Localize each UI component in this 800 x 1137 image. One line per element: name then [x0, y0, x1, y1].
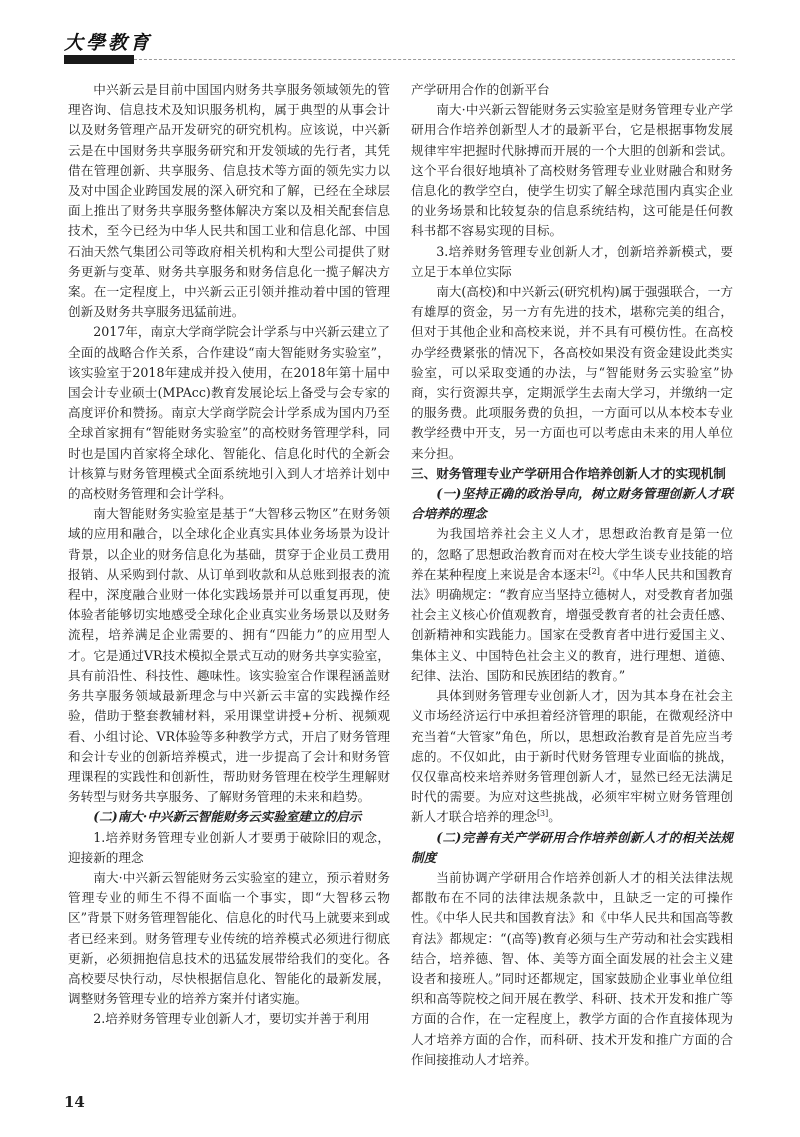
header-rule-bar — [64, 55, 134, 64]
paragraph-text: 产学研用合作的创新平台 — [411, 82, 550, 97]
paragraph — [411, 242, 733, 282]
paragraph-text: 南大(高校)和中兴新云(研究机构)属于强强联合，一方有雄厚的资金，另一方有先进的技术，堪称完美的组合，但对于其他企业和高校来说，并不具有可模仿性。在高校办学经费紧张的情况下，各高校如果没有资金建设此类实验室，可以采取变通的办法，与“智能财务云实验室”协商，实行资源共享，定期派学生去南大学习，并缴纳一定的服务费。此项服务费的负担，一方面可以从本校本专业教学经费中开支，另一方面也可以考虑由未来的用人单位来分担。 — [411, 284, 733, 461]
paragraph-text: 中兴新云是目前中国国内财务共享服务领域领先的管理咨询、信息技术及知识服务机构，属于典型的从事会计以及财务管理产品开发研究的研究机构。应该说，中兴新云是在中国财务共享服务研究和开发领域的先行者，其凭借在管理创新、共享服务、信息技术等方面的领先实力以及对中国企业跨国发展的深入研究和了解，已经在全球层面上推出了财务共享服务整体解决方案以及相关配套信息技术，至今已经为中华人民共和国工业和信息化部、中国石油天然气集团公司等政府相关机构和大型公司提供了财务更新与变革、财务共享服务和财务信息化一揽子解决方案。在一定程度上，中兴新云正引领并推动着中国的管理创新及财务共享服务迅猛前进。 — [68, 82, 390, 320]
paragraph-text: 南大·中兴新云智能财务云实验室的建立，预示着财务管理专业的师生不得不面临一个事实，即“大智移云物区”背景下财务管理智能化、信息化的时代马上就要来到或者已经来到。财务管理专业传统的培养模式必须进行彻底更新，必须拥抱信息技术的迅猛发展带给我们的变化。各高校要尽快行动，尽快根据信息化、智能化的最新发展，调整财务管理专业的培养方案并付诸实施。 — [68, 869, 390, 1007]
paragraph-text: 具体到财务管理专业创新人才，因为其本身在社会主义市场经济运行中承担着经济管理的职能，在微观经济中充当着“大管家”角色，所以，思想政治教育是首先应当考虑的。不仅如此，由于新时代财务管理专业面临的挑战，仅仅靠高校来培养财务管理创新人才，显然已经无法满足时代的需要。为应对这些挑战，必须牢牢树立财务管理创新人才联合培养的理念 — [411, 688, 733, 825]
section-heading — [411, 484, 733, 524]
paragraph-text: 当前协调产学研用合作培养创新人才的相关法律法规都散布在不同的法律法规条款中，且缺乏一定的可操作性。《中华人民共和国教育法》和《中华人民共和国高等教育法》都规定：“(高等)教育必须与生产劳动和社会实践相结合，培养德、智、体、美等方面全面发展的社会主义建设者和接班人。”同时还都规定，国家鼓励企业事业单位组织和高等院校之间开展在教学、科研、技术开发和推广等方面的合作，在一定程度上，教学方面的合作直接体现为人才培养方面的合作，而科研、技术开发和推广方面的合作间接推动人才培养。 — [411, 869, 733, 1067]
paragraph — [68, 504, 390, 807]
paragraph-text: 1.培养财务管理专业创新人才要勇于破除旧的观念，迎接新的理念 — [68, 829, 390, 865]
paragraph — [411, 524, 733, 686]
paragraph — [68, 322, 390, 504]
paragraph — [411, 80, 733, 100]
header-dashed-rule — [134, 59, 735, 60]
paragraph — [411, 100, 733, 241]
paragraph — [411, 868, 733, 1070]
paragraph-text: (二)南大·中兴新云智能财务云实验室建立的启示 — [93, 809, 362, 825]
paragraph — [68, 1009, 390, 1029]
paragraph — [68, 868, 390, 1009]
paragraph-text: 2017年，南京大学商学院会计学系与中兴新云建立了全面的战略合作关系，合作建设“南大智能财务实验室”，该实验室于2018年建成并投入使用，在2018年第十届中国会计专业硕士(MPAcc)教育发展论坛上备受与会专家的高度评价和赞扬。南京大学商学院会计学系成为国内乃至全球首家拥有“智能财务实验室”的高校财务管理学科，同时也是国内首家将全球化、智能化、信息化时代的全新会计核算与财务管理模式全面系统地引入到人才培养计划中的高校财务管理和会计学科。 — [68, 324, 390, 502]
paragraph-text: (一)坚持正确的政治导向，树立财务管理创新人才联合培养的理念 — [411, 486, 733, 522]
paragraph-text: 2.培养财务管理专业创新人才，要切实并善于利用 — [93, 1011, 370, 1027]
paragraph-text: 。 — [548, 809, 561, 825]
citation-ref: [3] — [536, 809, 549, 819]
section-heading — [68, 807, 390, 827]
paragraph — [411, 686, 733, 827]
paragraph-text: (二)完善有关产学研用合作培养创新人才的相关法规制度 — [411, 829, 733, 865]
paragraph-text: 为我国培养社会主义人才，思想政治教育是第一位的，忽略了思想政治教育而对在校大学生谈专业技能的培养在某种程度上来说是舍本逐末 — [411, 526, 733, 582]
journal-logo: 大學教育 — [64, 32, 153, 54]
page-header — [0, 0, 800, 70]
section-heading — [411, 464, 733, 484]
paragraph — [68, 828, 390, 868]
section-heading — [411, 828, 733, 868]
paragraph — [411, 282, 733, 464]
paragraph-text: 三、财务管理专业产学研用合作培养创新人才的实现机制 — [411, 465, 726, 481]
paragraph-text: 南大·中兴新云智能财务云实验室是财务管理专业产学研用合作培养创新型人才的最新平台，它是根据事物发展规律牢牢把握时代脉搏而开展的一个大胆的创新和尝试。这个平台很好地填补了高校财务管理专业业财融合和财务信息化的教学空白，使学生切实了解全球范围内真实企业的业务场景和比较复杂的信息系统结构，这可能是任何教科书都不容易实现的目标。 — [411, 102, 733, 239]
paragraph — [68, 80, 390, 322]
citation-ref: [2] — [588, 566, 600, 576]
right-text-column — [411, 80, 733, 1070]
page-number: 14 — [64, 1093, 85, 1111]
paragraph-text: 南大智能财务实验室是基于“大智移云物区”在财务领域的应用和融合，以全球化企业真实具体业务场景为设计背景，以企业的财务信息化为基础，贯穿于企业员工费用报销、从采购到付款、从订单到收款和从总账到报表的流程中，深度融合业财一体化实践场景并可以重复再现，使体验者能够切实地感受全球化企业真实业务场景以及财务流程，培养满足企业需要的、拥有“四能力”的应用型人才。它是通过VR技术模拟全景式互动的财务共享实验室，具有前沿性、科技性、趣味性。该实验室合作课程涵盖财务共享服务领域最新理念与中兴新云丰富的实践操作经验，借助于整套教辅材料，采用课堂讲授+分析、视频观看、小组讨论、VR体验等多种教学方式，开启了财务管理和会计专业的创新培养模式，进一步提高了会计和财务管理课程的实践性和创新性，帮助财务管理在校学生理解财务转型与财务共享服务、了解财务管理的未来和趋势。 — [68, 506, 390, 805]
paragraph-text: 。《中华人民共和国教育法》明确规定：“教育应当坚持立德树人，对受教育者加强社会主义核心价值观教育，增强受教育者的社会责任感、创新精神和实践能力。国家在受教育者中进行爱国主义、集体主义、中国特色社会主义的教育，进行理想、道德、纪律、法治、国防和民族团结的教育。” — [411, 566, 734, 683]
left-text-column — [68, 80, 390, 1030]
paragraph-text: 3.培养财务管理专业创新人才，创新培养新模式，要立足于本单位实际 — [411, 243, 733, 279]
